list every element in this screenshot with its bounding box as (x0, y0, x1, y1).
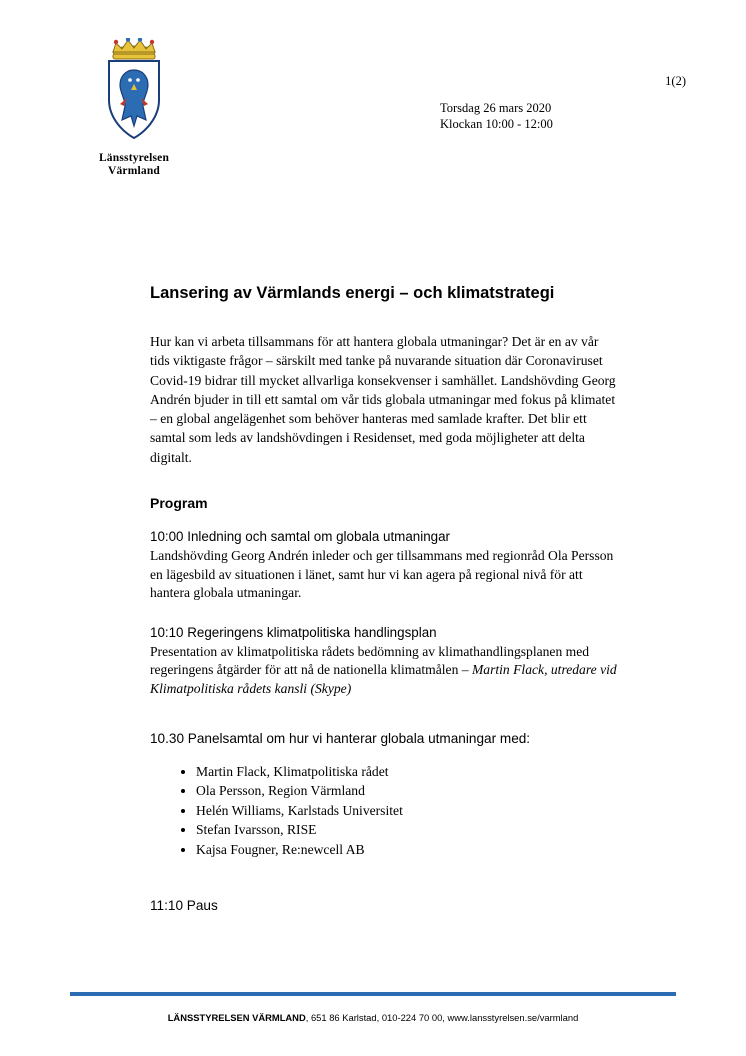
program-item (150, 623, 620, 699)
document-content (150, 282, 620, 913)
logo-text (74, 152, 194, 178)
program-item-description-plain: Presentation av klimatpolitiska rådets bedömning av klimathandlingsplanen med regeringens åtgärder för att nå de nationella klimatmålen – (150, 643, 590, 678)
program-item-description (150, 643, 620, 699)
meeting-date: Torsdag 26 mars 2020 (440, 101, 552, 115)
coat-of-arms-icon (98, 38, 170, 148)
footer-text (0, 1012, 746, 1023)
intro-paragraph: Hur kan vi arbeta tillsammans för att hantera globala utmaningar? Det är en av vår tids viktigaste frågor – särskilt med tanke på nuvarande situation där Coronaviruset Covid-19 bidrar till mycket allvarliga konsekvenser i samhället. Landshövding Georg Andrén bjuder in till ett samtal om vår tids globala utmaningar med fokus på klimatet – en global angelägenhet som behöver hanteras med samlade krafter. Det blir ett samtal som leds av landshövdingen i Residenset, med goda möjligheter att delta digitalt. (150, 334, 616, 465)
program-item-description: Landshövding Georg Andrén inleder och ger tillsammans med regionråd Ola Persson en lägesbild av situationen i länet, samt hur vi kan agera på regional nivå för att hantera globala utmaningar. (150, 548, 614, 601)
program-heading: Program (150, 495, 208, 512)
logo-block (74, 38, 194, 178)
pause-item: 11:10 Paus (150, 897, 218, 913)
footer-org: LÄNSSTYRELSEN VÄRMLAND (167, 1012, 306, 1023)
logo-line-2: Värmland (107, 165, 161, 177)
panelist-list (150, 762, 620, 860)
footer-divider (70, 992, 676, 996)
program-item-title: 10:10 Regeringens klimatpolitiska handlingsplan (150, 624, 437, 640)
meeting-time: Klockan 10:00 - 12:00 (440, 117, 553, 131)
program-item (150, 527, 620, 603)
page-title: Lansering av Värmlands energi – och klimatstrategi (150, 284, 555, 302)
list-item: • Stefan Ivarsson, RISE (196, 820, 620, 840)
meeting-meta (440, 100, 553, 132)
footer-details: , 651 86 Karlstad, 010-224 70 00, www.lansstyrelsen.se/varmland (305, 1012, 579, 1023)
list-item: • Helén Williams, Karlstads Universitet (196, 801, 620, 821)
list-item: • Martin Flack, Klimatpolitiska rådet (196, 762, 620, 782)
document-header (0, 38, 746, 198)
program-item-description-speaker: Martin Flack, utredare vid Klimatpolitiska rådets kansli (Skype) (150, 662, 617, 697)
list-item: • Ola Persson, Region Värmland (196, 781, 620, 801)
page-number: 1(2) (665, 74, 686, 88)
list-item: • Kajsa Fougner, Re:newcell AB (196, 840, 620, 860)
panel-heading: 10.30 Panelsamtal om hur vi hanterar globala utmaningar med: (150, 730, 531, 746)
logo-line-1: Länsstyrelsen (98, 152, 170, 164)
program-item-title: 10:00 Inledning och samtal om globala utmaningar (150, 529, 450, 545)
